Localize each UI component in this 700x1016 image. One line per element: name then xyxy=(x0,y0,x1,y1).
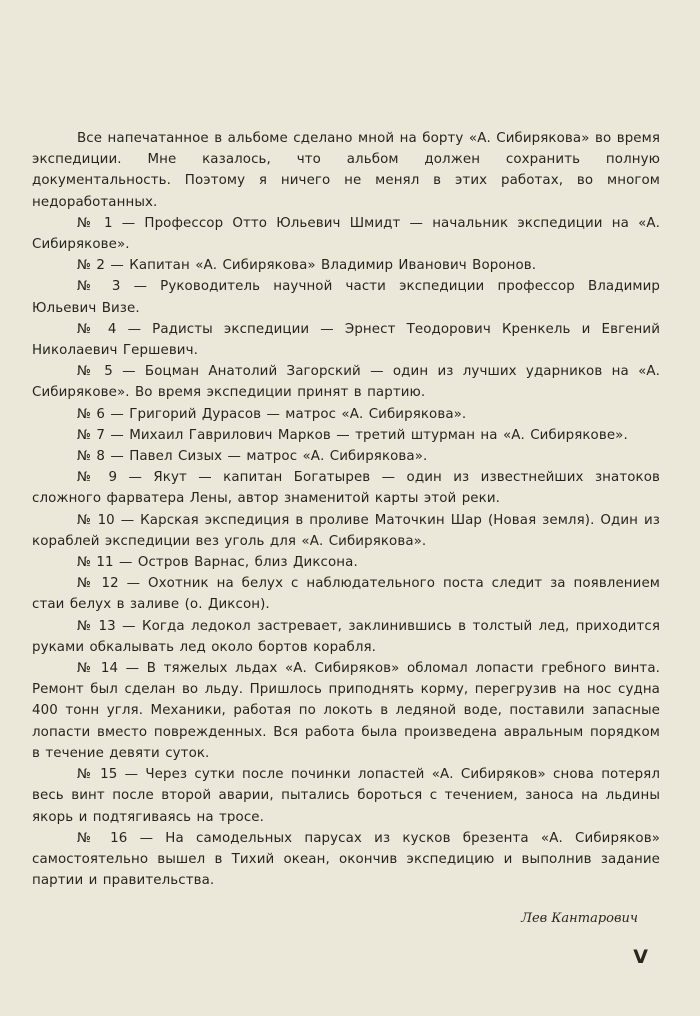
caption-item-16: № 16 — На самодельных парусах из кусков брезента «А. Сибиряков» самостоятельно вышел в Тихий океан, окончив экспедицию и выполнив задание партии и правительства. xyxy=(32,830,660,889)
caption-item-3: № 3 — Руководитель научной части экспедиции профессор Владимир Юльевич Визе. xyxy=(32,279,660,316)
caption-item-5: № 5 — Боцман Анатолий Загорский — один из лучших ударников на «А. Сибирякове». Во время экспедиции принят в партию. xyxy=(32,364,660,401)
body-text xyxy=(32,128,660,891)
caption-item-7: № 7 — Михаил Гаврилович Марков — третий штурман на «А. Сибирякове». xyxy=(77,427,628,443)
caption-item-2: № 2 — Капитан «А. Сибирякова» Владимир Иванович Воронов. xyxy=(77,258,537,274)
caption-item-11: № 11 — Остров Варнас, близ Диксона. xyxy=(77,555,358,571)
author-signature: Лев Кантарович xyxy=(521,911,638,926)
caption-item-14: № 14 — В тяжелых льдах «А. Сибиряков» обломал лопасти гребного винта. Ремонт был сделан во льду. Пришлось приподнять корму, перегрузив на нос судна 400 тонн угля. Механики, работая по локоть в ледяной воде, поставили запасные лопасти вместо поврежденных. Вся работа была произведена авральным порядком в течение девяти суток. xyxy=(32,661,660,761)
caption-item-9: № 9 — Якут — капитан Богатырев — один из известнейших знатоков сложного фарватера Лены, автор знаменитой карты этой реки. xyxy=(32,470,660,507)
intro-paragraph: Все напечатанное в альбоме сделано мной на борту «А. Сибирякова» во время экспедиции. Мне казалось, что альбом должен сохранить полную документальность. Поэтому я ничего не менял в этих работах, во многом недоработанных. xyxy=(32,131,660,210)
caption-item-15: № 15 — Через сутки после починки лопастей «А. Сибиряков» снова потерял весь винт после второй аварии, пытались бороться с течением, заноса на льдины якорь и подтягиваясь на тросе. xyxy=(32,767,660,825)
page-number: V xyxy=(633,946,648,968)
caption-item-12: № 12 — Охотник на белух с наблюдательного поста следит за появлением стаи белух в заливе (о. Диксон). xyxy=(32,576,660,613)
caption-item-4: № 4 — Радисты экспедиции — Эрнест Теодорович Кренкель и Евгений Николаевич Гершевич. xyxy=(32,321,660,359)
caption-item-8: № 8 — Павел Сизых — матрос «А. Сибирякова». xyxy=(77,449,428,465)
caption-item-1: № 1 — Профессор Отто Юльевич Шмидт — начальник экспедиции на «А. Сибирякове». xyxy=(32,215,660,253)
caption-item-10: № 10 — Карская экспедиция в проливе Маточкин Шар (Новая земля). Один из кораблей экспедиции вез уголь для «А. Сибирякова». xyxy=(32,512,660,549)
caption-item-13: № 13 — Когда ледокол застревает, заклинившись в толстый лед, приходится руками обкалывать лед около бортов корабля. xyxy=(32,618,660,655)
caption-item-6: № 6 — Григорий Дурасов — матрос «А. Сибирякова». xyxy=(77,406,467,422)
